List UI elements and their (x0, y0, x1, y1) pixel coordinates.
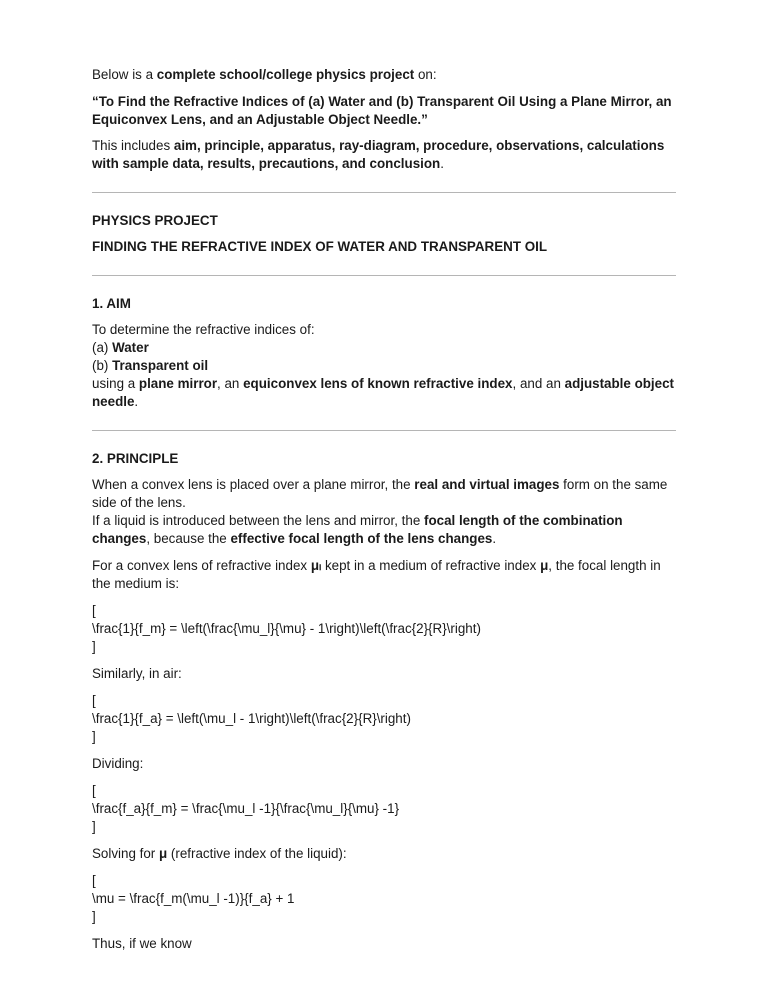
bold-text: μ (540, 558, 549, 573)
text: . (492, 531, 497, 546)
text: For a convex lens of refractive index (92, 558, 311, 573)
equation-text: \frac{f_a}{f_m} = \frac{\mu_l -1}{\frac{\mu_l}{\mu} -1} (92, 801, 400, 816)
bold-text: complete school/college physics project (156, 67, 415, 82)
aim-text (92, 321, 676, 411)
text: kept in a medium of refractive index (321, 558, 541, 573)
includes-line (92, 137, 676, 173)
text: Below is a (92, 67, 157, 82)
header-subtitle: FINDING THE REFRACTIVE INDEX OF WATER AND TRANSPARENT OIL (92, 239, 548, 254)
principle-heading: 2. PRINCIPLE (92, 451, 179, 466)
text: (b) (92, 358, 113, 373)
text: , because the (146, 531, 231, 546)
divider (92, 430, 676, 431)
bold-text: μ (159, 846, 168, 861)
bracket: [ (92, 783, 96, 798)
bold-text: aim, principle, apparatus, ray-diagram, procedure, observations, calculations with sample data, results, precautions, and conclusion (92, 138, 665, 171)
bold-text: equiconvex lens of known refractive index (243, 376, 513, 391)
equation-text: \mu = \frac{f_m(\mu_l -1)}{f_a} + 1 (92, 891, 295, 906)
bracket: ] (92, 639, 96, 654)
bracket: [ (92, 603, 96, 618)
bracket: ] (92, 909, 96, 924)
equation-text: \frac{1}{f_m} = \left(\frac{\mu_l}{\mu} - 1\right)\left(\frac{2}{R}\right) (92, 621, 481, 636)
text: (a) (92, 340, 113, 355)
project-title: “To Find the Refractive Indices of (a) Water and (b) Transparent Oil Using a Plane Mirror, an Equiconvex Lens, and an Adjustable Object Needle.” (92, 94, 672, 127)
text: Similarly, in air: (92, 666, 182, 681)
bracket: [ (92, 693, 96, 708)
intro-line (92, 66, 676, 84)
divider (92, 192, 676, 193)
text: (refractive index of the liquid): (167, 846, 347, 861)
text: on: (414, 67, 437, 82)
text: form on the same side of the lens. (92, 477, 668, 510)
text: using a (92, 376, 139, 391)
bold-text: effective focal length of the lens changes (230, 531, 493, 546)
principle-para (92, 557, 676, 593)
bold-text: Water (112, 340, 149, 355)
bold-text: μₗ (310, 558, 322, 573)
principle-para (92, 476, 676, 512)
text: , an (217, 376, 244, 391)
header-project: PHYSICS PROJECT (92, 213, 218, 228)
principle-para (92, 512, 676, 548)
bold-text: real and virtual images (414, 477, 560, 492)
equation-fm (92, 602, 676, 656)
text: Thus, if we know (92, 936, 192, 951)
divider (92, 275, 676, 276)
text: , the focal length in the medium is: (92, 558, 661, 591)
equation-ratio (92, 782, 676, 836)
text: Solving for (92, 846, 159, 861)
equation-mu (92, 872, 676, 926)
bold-text: adjustable object needle (92, 376, 675, 409)
text: , and an (512, 376, 565, 391)
bracket: ] (92, 819, 96, 834)
bold-text: Transparent oil (112, 358, 209, 373)
bracket: [ (92, 873, 96, 888)
bracket: ] (92, 729, 96, 744)
text: . (134, 394, 139, 409)
text: When a convex lens is placed over a plane mirror, the (92, 477, 415, 492)
bold-text: plane mirror (138, 376, 218, 391)
text: . (440, 156, 444, 171)
text: Dividing: (92, 756, 144, 771)
text: This includes (92, 138, 174, 153)
text: If a liquid is introduced between the lens and mirror, the (92, 513, 424, 528)
equation-fa (92, 692, 676, 746)
bold-text: focal length of the combination changes (92, 513, 623, 546)
aim-heading: 1. AIM (92, 296, 131, 311)
equation-text: \frac{1}{f_a} = \left(\mu_l - 1\right)\left(\frac{2}{R}\right) (92, 711, 411, 726)
text: To determine the refractive indices of: (92, 322, 315, 337)
text (92, 845, 676, 863)
